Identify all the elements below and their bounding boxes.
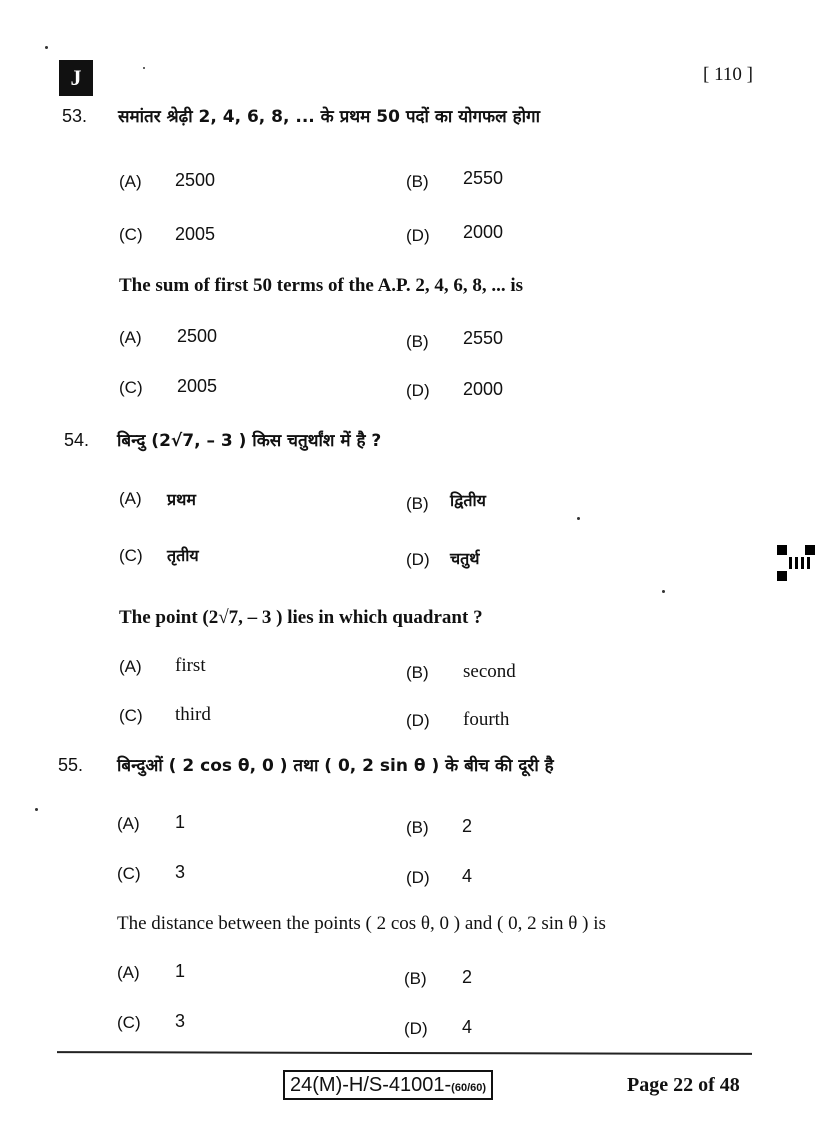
- option-label: (D): [406, 868, 430, 887]
- option-label: (A): [119, 328, 142, 347]
- option-label: (A): [119, 657, 142, 676]
- footer-divider: [57, 1051, 752, 1055]
- option-value: 2000: [463, 379, 504, 399]
- option-label: (C): [117, 1013, 141, 1032]
- option-label: (D): [406, 226, 430, 245]
- scan-speck: [45, 46, 48, 49]
- page-number: Page 22 of 48: [627, 1074, 740, 1096]
- option-label: (C): [119, 225, 143, 244]
- question-text-english: The distance between the points ( 2 cos θ, 0 ) and ( 0, 2 sin θ ) is: [117, 913, 606, 934]
- option-value: 2550: [463, 328, 504, 348]
- option-value: 4: [462, 866, 473, 886]
- question-text-english: The sum of first 50 terms of the A.P. 2, 4, 6, 8, ... is: [119, 275, 524, 296]
- option-value: 2005: [175, 224, 216, 244]
- qr-code: [777, 545, 815, 581]
- option-label: (D): [406, 550, 430, 569]
- scan-speck: [662, 590, 665, 593]
- option-value: 2550: [463, 168, 504, 188]
- scan-speck: [577, 517, 580, 520]
- option-label: (B): [404, 969, 427, 988]
- option-label: (A): [117, 963, 140, 982]
- question-text-hindi: समांतर श्रेढ़ी 2, 4, 6, 8, ... के प्रथम 50 पदों का योगफल होगा: [118, 107, 541, 127]
- question-text-hindi: बिन्दु (2√7, – 3 ) किस चतुर्थांश में है ?: [117, 431, 382, 451]
- option-label: (A): [119, 172, 142, 191]
- option-label: (D): [406, 381, 430, 400]
- option-label: (C): [119, 378, 143, 397]
- option-value: fourth: [463, 709, 510, 730]
- option-label: (A): [117, 814, 140, 833]
- option-value: 2500: [177, 326, 218, 346]
- paper-code: 24(M)-H/S-41001-: [290, 1074, 452, 1096]
- option-value: द्वितीय: [450, 491, 486, 510]
- scan-speck: [35, 808, 38, 811]
- option-value: प्रथम: [167, 490, 196, 509]
- option-value: 4: [462, 1017, 473, 1037]
- option-label: (C): [117, 864, 141, 883]
- option-value: 2: [462, 816, 473, 836]
- option-value: 3: [175, 1011, 186, 1031]
- option-label: (C): [119, 706, 143, 725]
- option-label: (B): [406, 818, 429, 837]
- option-value: 2005: [177, 376, 218, 396]
- option-value: 2: [462, 967, 473, 987]
- option-value: 1: [175, 961, 186, 981]
- option-label: (D): [406, 711, 430, 730]
- option-value: 3: [175, 862, 186, 882]
- question-text-hindi: बिन्दुओं ( 2 cos θ, 0 ) तथा ( 0, 2 sin θ ) के बीच की दूरी है: [117, 756, 554, 776]
- option-label: (B): [406, 663, 429, 682]
- option-label: (B): [406, 332, 429, 351]
- question-number: 54.: [64, 430, 90, 450]
- option-value: 2500: [175, 170, 216, 190]
- option-label: (B): [406, 494, 429, 513]
- option-value: चतुर्थ: [450, 549, 480, 568]
- option-label: (B): [406, 172, 429, 191]
- option-value: 2000: [463, 222, 504, 242]
- question-number: 53.: [62, 106, 88, 126]
- question-text-english: The point (2√7, – 3 ) lies in which quadrant ?: [119, 607, 483, 628]
- option-value: first: [175, 655, 206, 676]
- option-value: second: [463, 661, 516, 682]
- option-value: तृतीय: [167, 546, 199, 565]
- set-badge: J: [59, 60, 93, 96]
- scan-speck: [143, 67, 145, 69]
- option-label: (D): [404, 1019, 428, 1038]
- option-label: (C): [119, 546, 143, 565]
- paper-code-suffix: (60/60): [451, 1082, 487, 1094]
- option-label: (A): [119, 489, 142, 508]
- option-value: 1: [175, 812, 186, 832]
- question-code: [ 110 ]: [703, 64, 753, 85]
- question-number: 55.: [58, 755, 84, 775]
- paper-code-box: [283, 1070, 493, 1100]
- option-value: third: [175, 704, 211, 725]
